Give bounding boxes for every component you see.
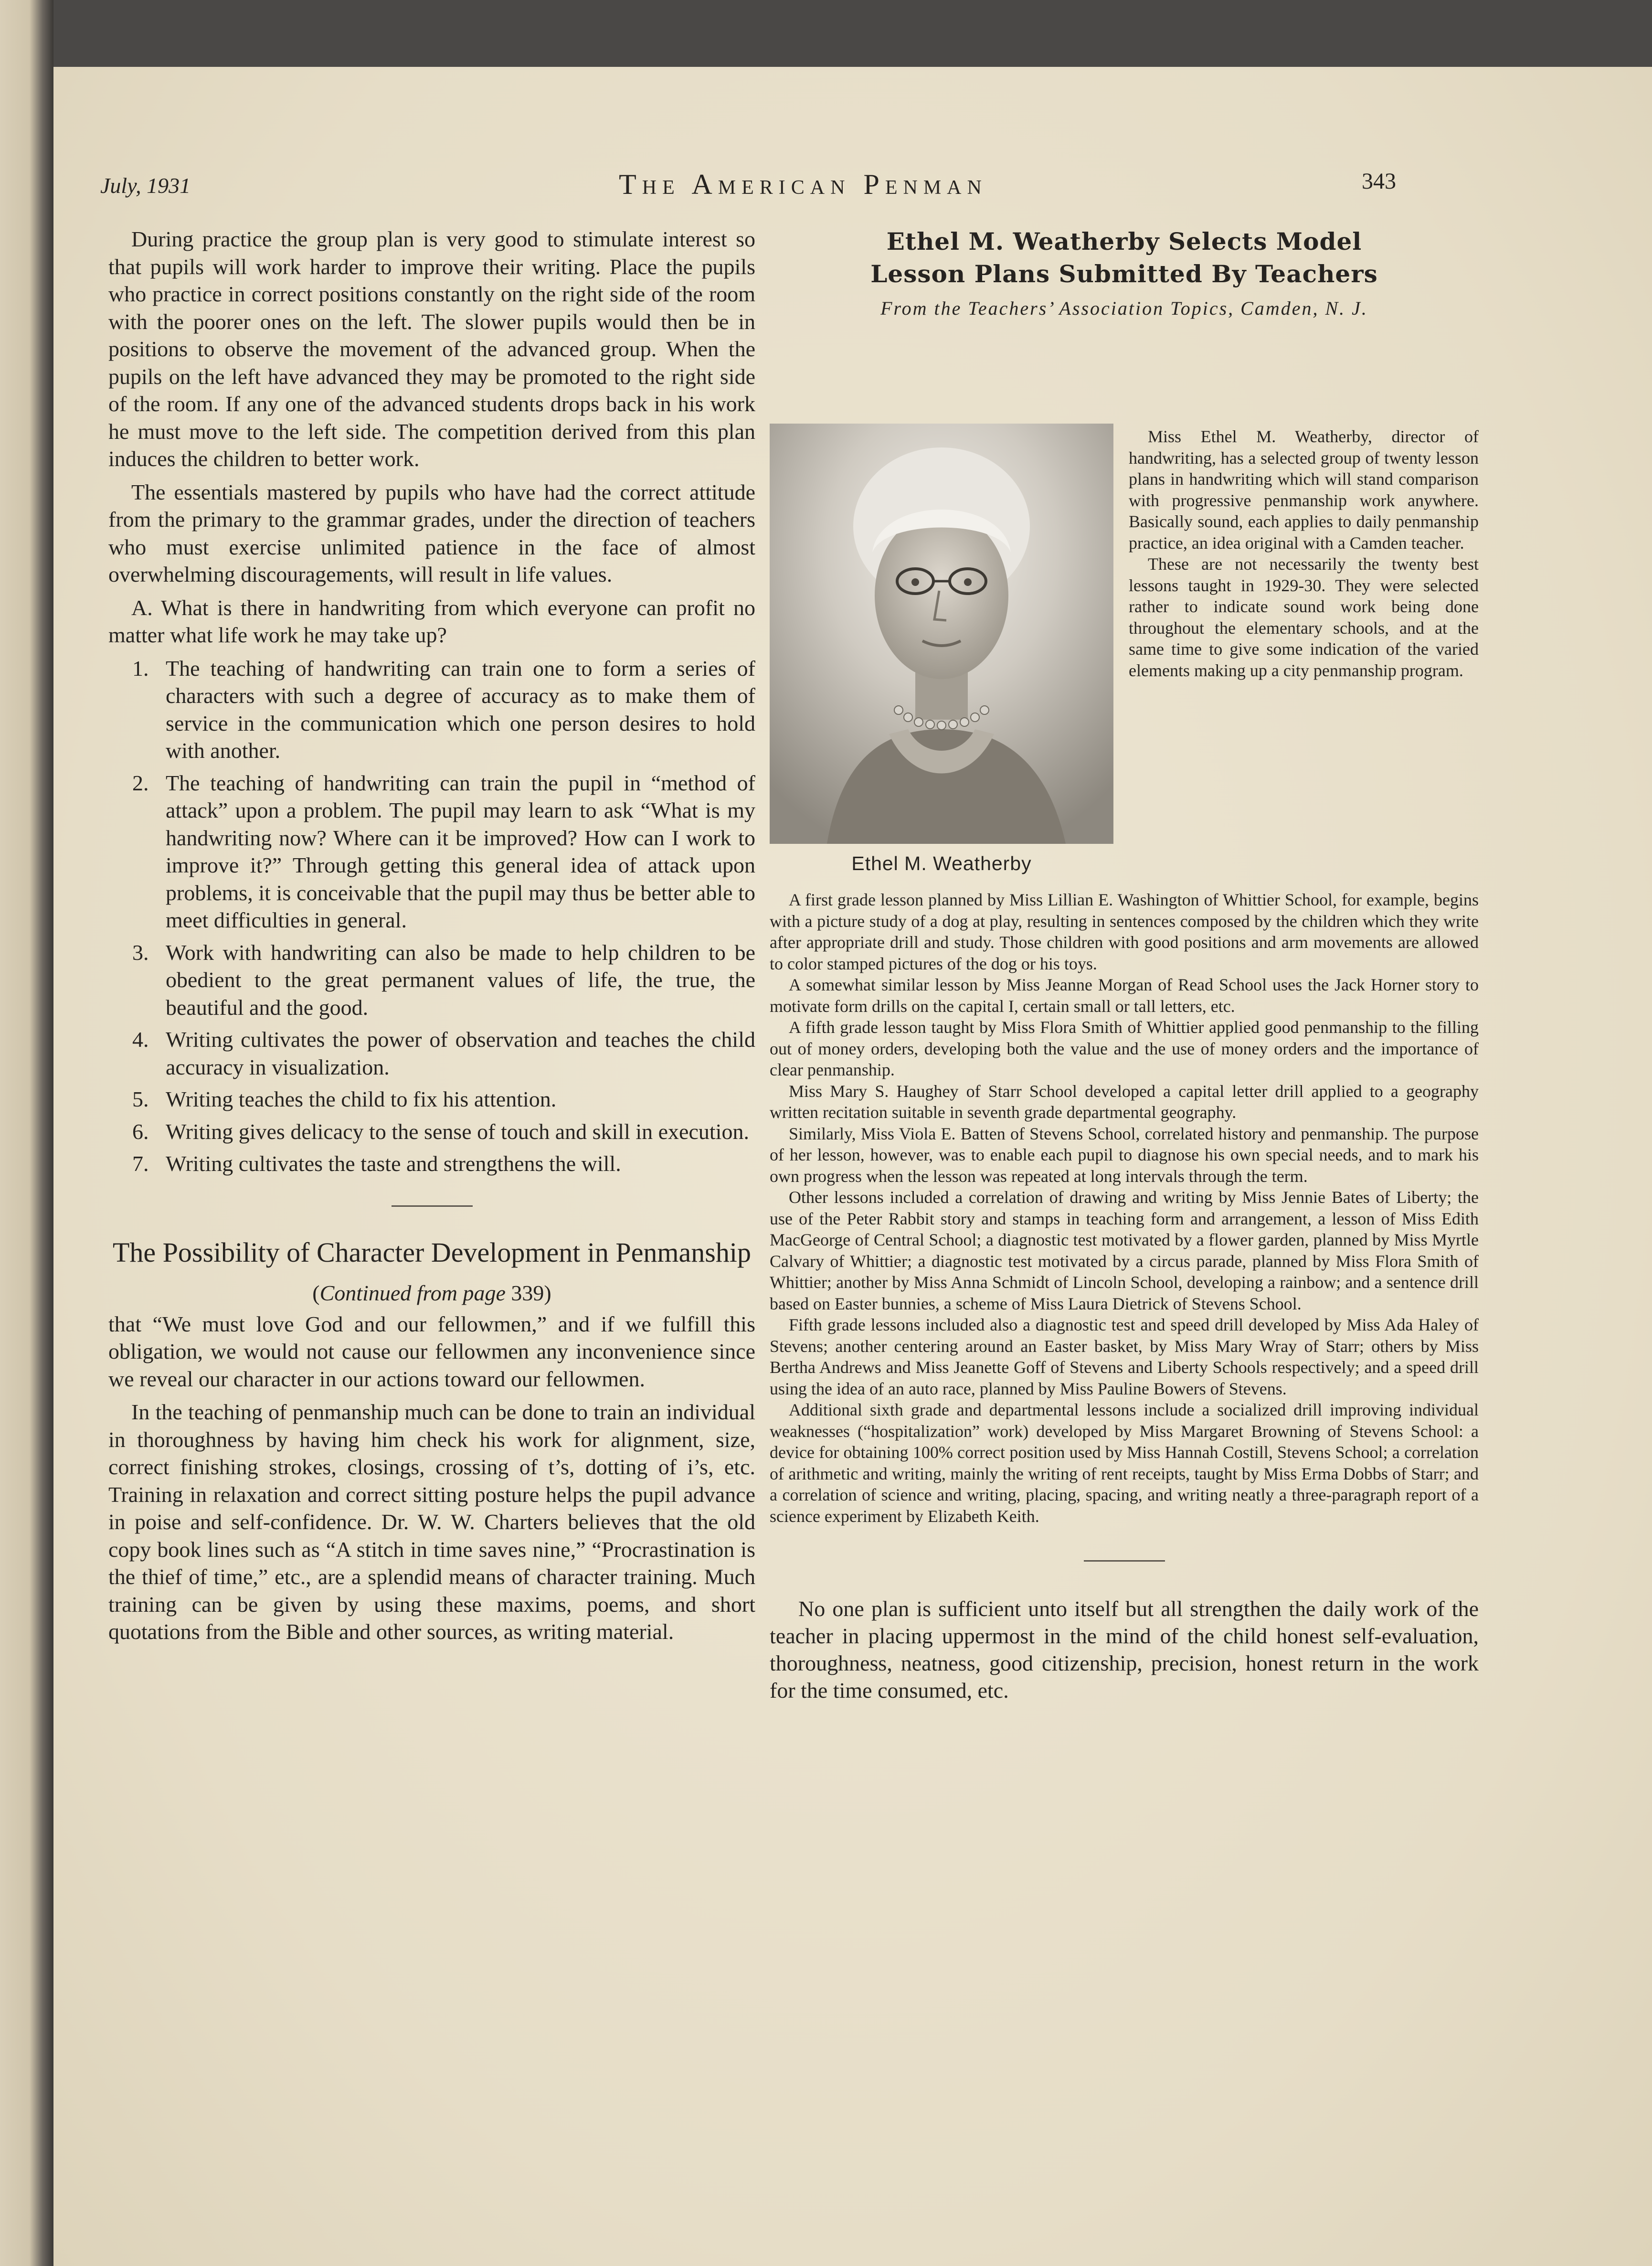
continued-note: (Continued from page 339) bbox=[312, 1280, 551, 1305]
paragraph: that “We must love God and our fellowmen,” and if we fulfill this obligation, we would not cause our fellowmen any inconvenience since we reveal our character in our actions toward our fellowmen. bbox=[108, 1311, 755, 1391]
continued-page: 339 bbox=[511, 1280, 544, 1305]
list-number: 6. bbox=[132, 1119, 149, 1144]
article-title-line-2: Lesson Plans Submitted By Teachers bbox=[870, 260, 1378, 288]
section-title: The Possibility of Character Development in Penmanship bbox=[113, 1236, 751, 1268]
magazine-title: The American Penman bbox=[619, 169, 987, 200]
portrait-figure bbox=[770, 424, 1113, 884]
list-item bbox=[108, 769, 755, 934]
list-number: 3. bbox=[132, 940, 149, 965]
portrait-illustration bbox=[770, 424, 1113, 844]
portrait-caption: Ethel M. Weatherby bbox=[851, 852, 1032, 874]
paragraph: A fifth grade lesson taught by Miss Flora Smith of Whittier applied good penmanship to the filling out of money orders, developing both the value and the use of money orders and the importance of clear penmanship. bbox=[770, 1018, 1479, 1079]
previous-page-edge bbox=[0, 0, 53, 2266]
list-text: Work with handwriting can also be made to help children to be obedient to the great permanent values of life, the true, the beautiful and the good. bbox=[166, 940, 755, 1020]
values-list bbox=[108, 655, 755, 1178]
list-item bbox=[108, 1150, 755, 1178]
wrapped-text bbox=[1129, 426, 1479, 681]
paragraph: A somewhat similar lesson by Miss Jeanne Morgan of Read School uses the Jack Horner story to motivate form drills on the capital I, certain small or tall letters, etc. bbox=[770, 975, 1479, 1016]
paragraph: A. What is there in handwriting from which everyone can profit no matter what life work he may take up? bbox=[108, 595, 755, 647]
list-text: Writing teaches the child to fix his attention. bbox=[166, 1087, 557, 1111]
paragraph: The essentials mastered by pupils who have had the correct attitude from the primary to the grammar grades, under the direction of teachers who must exercise unlimited patience in the face of almost overwhelming discouragements, will result in life values. bbox=[108, 479, 755, 586]
paragraph: Miss Ethel M. Weatherby, director of handwriting, has a selected group of twenty lesson plans in handwriting which will stand comparison with progressive penmanship work anywhere. Basically sound, each applies to daily penmanship practice, an idea original with a Camden teacher. bbox=[1129, 427, 1479, 553]
list-text: The teaching of handwriting can train one to form a series of characters with such a degree of accuracy as to make them of service in the communication which one person desires to hold with another. bbox=[166, 656, 755, 763]
portrait-photo bbox=[770, 424, 1113, 844]
article-source: From the Teachers’ Association Topics, Camden, N. J. bbox=[880, 298, 1368, 319]
magazine-page bbox=[53, 67, 1652, 2266]
list-item bbox=[108, 1085, 755, 1113]
list-item bbox=[108, 655, 755, 765]
paragraph: Other lessons included a correlation of drawing and writing by Miss Jennie Bates of Liberty; the use of the Peter Rabbit story and stamps in teaching form and arrangement, a lesson of Miss Edith MacGeorge of Central School; a diagnostic test motivated by a flower garden, planned by Miss Myrtle Calvary of Whittier; a diagnostic test motivated by a circus parade, planned by Miss Flora Smith of Whittier; another by Miss Anna Schmidt of Lincoln School, developing a rainbow; and a sentence drill based on Easter bunnies, a scheme of Miss Laura Dietrick of Stevens School. bbox=[770, 1188, 1479, 1313]
list-number: 1. bbox=[132, 656, 149, 681]
closing-paragraph: No one plan is sufficient unto itself but all strengthen the daily work of the teacher in placing uppermost in the mind of the child honest self-evaluation, thoroughness, neatness, good citizenship, precision, honest return in the work for the time consumed, etc. bbox=[770, 1596, 1479, 1702]
page-number: 343 bbox=[1362, 169, 1396, 194]
paragraph: In the teaching of penmanship much can be done to train an individual in thoroughness by having him check his work for alignment, size, correct finishing strokes, closings, crossing of t’s, dotting of i’s, etc. Training in relaxation and correct sitting posture helps the pupil advance in poise and self-confidence. Dr. W. W. Charters believes that the old copy book lines such as “A stitch in time saves nine,” “Procrastination is the thief of time,” etc., are a splendid means of character training. Much training can be given by using these maxims, poems, and short quotations from the Bible and other sources, as writing material. bbox=[108, 1400, 755, 1644]
list-number: 2. bbox=[132, 770, 149, 795]
paragraph: Fifth grade lessons included also a diagnostic test and speed drill developed by Miss Ada Haley of Stevens; another centering around an Easter basket, by Miss Mary Wray of Starr; others by Miss Bertha Andrews and Miss Jeanette Goff of Stevens and Liberty Schools respectively; and a speed drill using the idea of an auto race, planned by Miss Pauline Bowers of Stevens. bbox=[770, 1315, 1479, 1398]
right-column bbox=[770, 225, 1479, 2131]
section-divider bbox=[1084, 1560, 1165, 1562]
paragraph: Similarly, Miss Viola E. Batten of Stevens School, correlated history and penmanship. The purpose of her lesson, however, was to enable each pupil to diagnose his own special needs, and to mark his own progress when the lesson was repeated at long intervals through the term. bbox=[770, 1124, 1479, 1186]
list-text: The teaching of handwriting can train the pupil in “method of attack” upon a problem. The pupil may learn to ask “What is my handwriting now? Where can it be improved? How can I work to improve it?” Through getting this general idea of attack upon problems, it is conceivable that the pupil may thus be better able to meet difficulties in general. bbox=[166, 770, 755, 932]
list-text: Writing gives delicacy to the sense of touch and skill in execution. bbox=[166, 1119, 749, 1144]
list-item bbox=[108, 1026, 755, 1081]
paragraph: Miss Mary S. Haughey of Starr School developed a capital letter drill applied to a geography written recitation suitable in seventh grade departmental geography. bbox=[770, 1081, 1479, 1122]
article-title-line-1: Ethel M. Weatherby Selects Model bbox=[886, 227, 1362, 255]
article-body bbox=[770, 889, 1479, 1704]
paragraph: During practice the group plan is very good to stimulate interest so that pupils will work harder to improve their writing. Place the pupils who practice in correct positions constantly on the right side of the room with the poorer ones on the left. The slower pupils would then be in positions to observe the movement of the advanced group. When the pupils on the left have advanced they may be promoted to the right side of the room. If any one of the advanced students drops back in his work he must move to the left side. The competition derived from this plan induces the children to better work. bbox=[108, 227, 755, 471]
list-number: 5. bbox=[132, 1087, 149, 1111]
continued-prefix: Continued from page bbox=[319, 1280, 506, 1305]
list-item bbox=[108, 939, 755, 1021]
list-item bbox=[108, 1118, 755, 1146]
list-text: Writing cultivates the taste and strengthens the will. bbox=[166, 1151, 621, 1176]
section-divider bbox=[392, 1205, 473, 1207]
issue-date: July, 1931 bbox=[100, 173, 191, 198]
list-text: Writing cultivates the power of observation and teaches the child accuracy in visualization. bbox=[166, 1027, 755, 1079]
paragraph: These are not necessarily the twenty best lessons taught in 1929-30. They were selected rather to indicate sound work being done throughout the elementary schools, and at the same time to give some indication of the varied elements making up a city penmanship program. bbox=[1129, 554, 1479, 680]
paragraph: A first grade lesson planned by Miss Lillian E. Washington of Whittier School, for example, begins with a picture study of a dog at play, resulting in sentences composed by the children which they write after appropriate drill and study. Those children with good positions and arm movements are allowed to color stamped pictures of the dog or his toys. bbox=[770, 890, 1479, 973]
paragraph: Additional sixth grade and departmental lessons include a socialized drill improving individual weaknesses (“hospitalization” work) developed by Miss Margaret Browning of Stevens School: a device for obtaining 100% correct position used by Miss Hannah Costill, Stevens School; a correlation of arithmetic and writing, mainly the writing of rent receipts, taught by Miss Erma Dobbs of Starr; and a correlation of science and writing, placing, spacing, and writing neatly a three-paragraph report of a science experiment by Elizabeth Keith. bbox=[770, 1400, 1479, 1526]
list-number: 7. bbox=[132, 1151, 149, 1176]
left-column bbox=[108, 225, 755, 1651]
list-number: 4. bbox=[132, 1027, 149, 1052]
